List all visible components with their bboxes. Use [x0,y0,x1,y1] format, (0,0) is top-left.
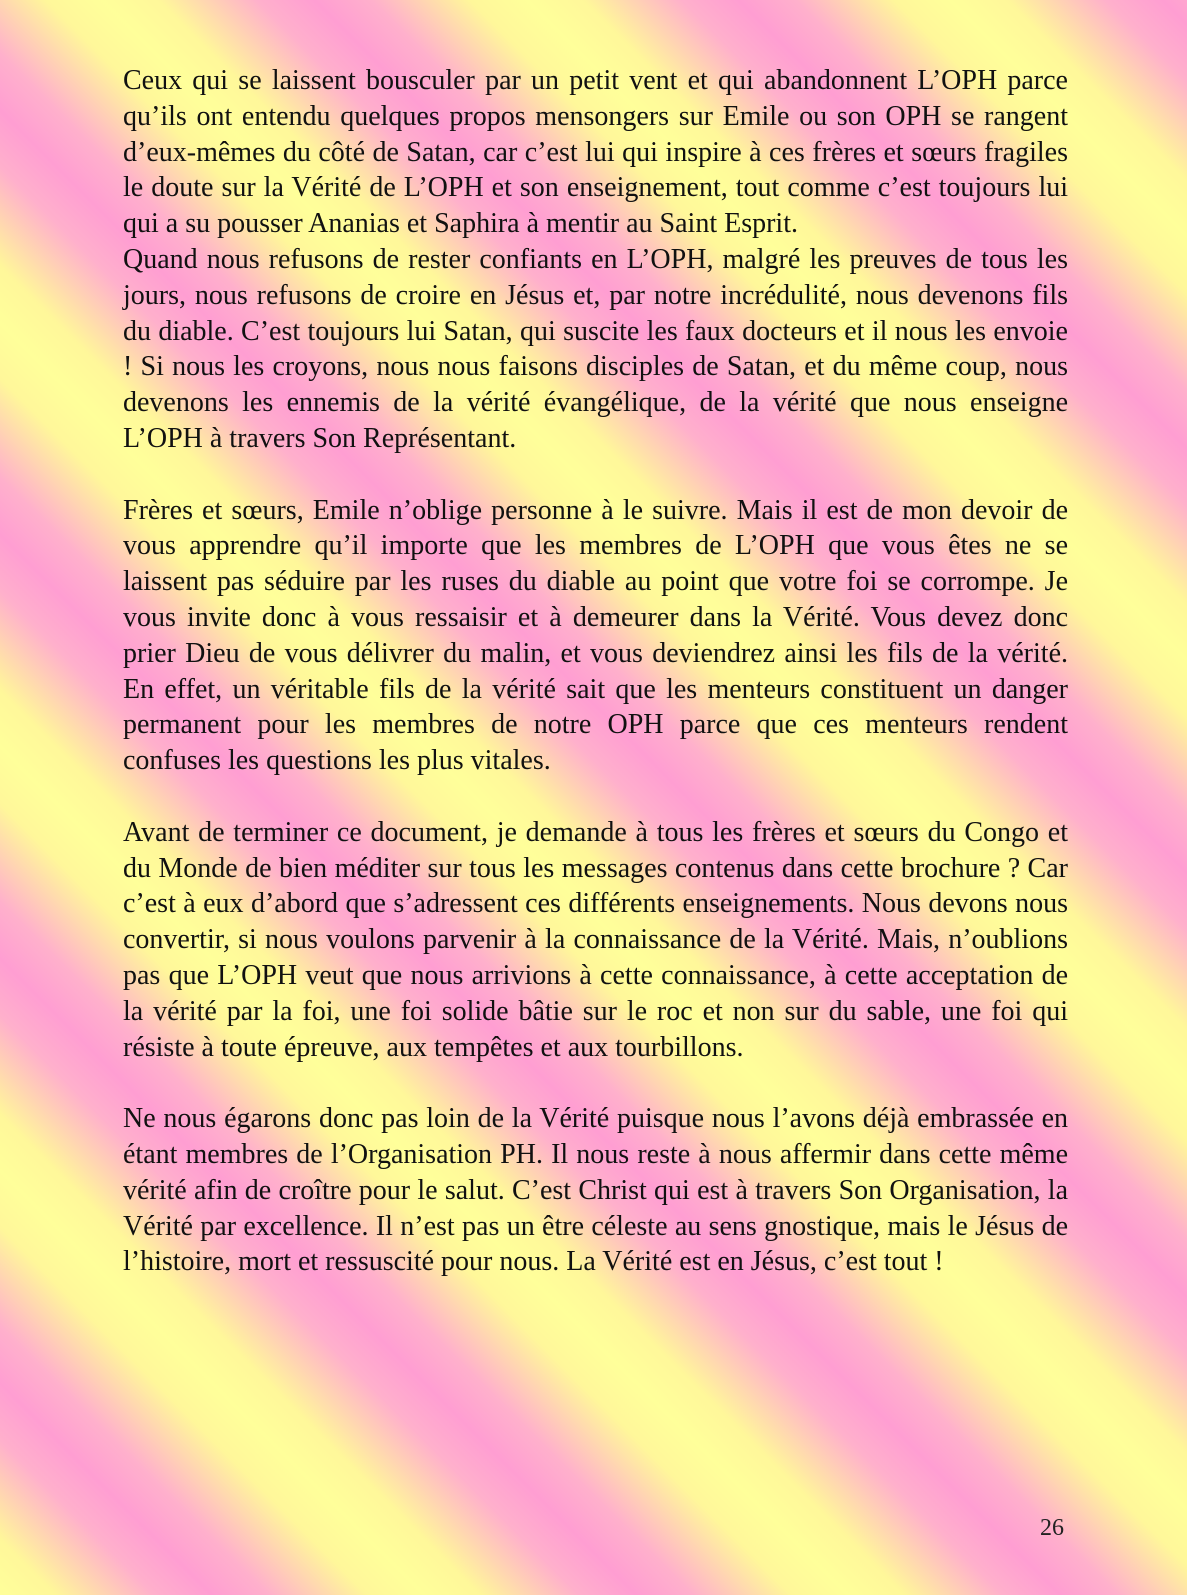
paragraph-spacer [123,1065,1068,1101]
page-body [123,63,1068,1280]
paragraph-4: Ne nous égarons donc pas loin de la Vérité puisque nous l’avons déjà embrassée en étant membres de l’Organisation PH. Il nous reste à nous affermir dans cette même vérité afin de croître pour le salut. C’est Christ qui est à travers Son Organisation, la Vérité par excellence. Il n’est pas un être céleste au sens gnostique, mais le Jésus de l’histoire, mort et ressuscité pour nous. La Vérité est en Jésus, c’est tout ! [123,1103,1068,1278]
paragraph-2: Frères et sœurs, Emile n’oblige personne à le suivre. Mais il est de mon devoir de vous apprendre qu’il importe que les membres de L’OPH que vous êtes ne se laissent pas séduire par les ruses du diable au point que votre foi se corrompe. Je vous invite donc à vous ressaisir et à demeurer dans la Vérité. Vous devez donc prier Dieu de vous délivrer du malin, et vous deviendrez ainsi les fils de la vérité. En effet, un véritable fils de la vérité sait que les menteurs constituent un danger permanent pour les membres de notre OPH parce que ces menteurs rendent confuses les questions les plus vitales. [123,494,1068,777]
paragraph-spacer [123,457,1068,493]
page-number: 26 [1040,1515,1064,1541]
paragraph-spacer [123,779,1068,815]
paragraph-1: Ceux qui se laissent bousculer par un petit vent et qui abandonnent L’OPH parce qu’ils ont entendu quelques propos mensongers sur Emile ou son OPH se rangent d’eux-mêmes du côté de Satan, car c’est lui qui inspire à ces frères et sœurs fragiles le doute sur la Vérité de L’OPH et son enseignement, tout comme c’est toujours lui qui a su pousser Ananias et Saphira à mentir au Saint Esprit. Quand nous refusons de rester confiants en L’OPH, malgré les preuves de tous les jours, nous refusons de croire en Jésus et, par notre incrédulité, nous devenons fils du diable. C’est toujours lui Satan, qui suscite les faux docteurs et il nous les envoie ! Si nous les croyons, nous nous faisons disciples de Satan, et du même coup, nous devenons les ennemis de la vérité évangélique, de la vérité que nous enseigne L’OPH à travers Son Représentant. [123,65,1068,454]
paragraph-3: Avant de terminer ce document, je demande à tous les frères et sœurs du Congo et du Monde de bien méditer sur tous les messages contenus dans cette brochure ? Car c’est à eux d’abord que s’adressent ces différents enseignements. Nous devons nous convertir, si nous voulons parvenir à la connaissance de la Vérité. Mais, n’oublions pas que L’OPH veut que nous arrivions à cette connaissance, à cette acceptation de la vérité par la foi, une foi solide bâtie sur le roc et non sur du sable, une foi qui résiste à toute épreuve, aux tempêtes et aux tourbillons. [123,816,1068,1063]
